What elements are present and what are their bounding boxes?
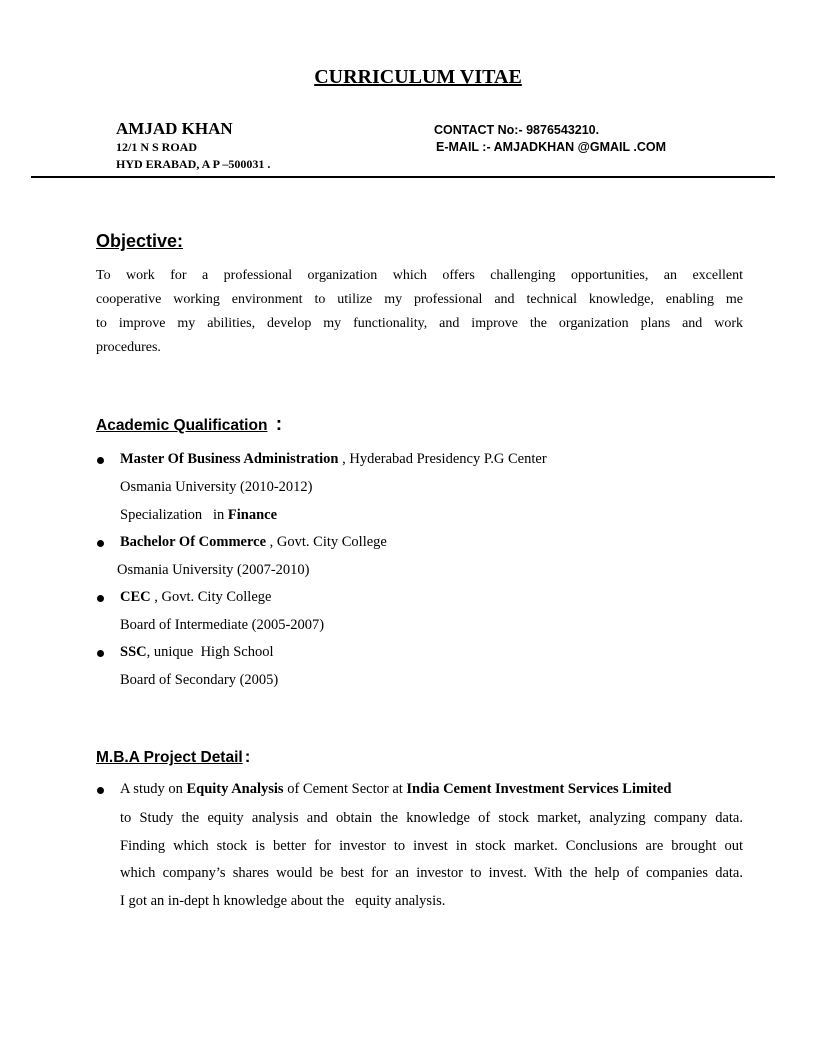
degree-name: CEC: [120, 589, 151, 605]
degree-name: Bachelor Of Commerce: [120, 534, 267, 550]
project-company: India Cement Investment Services Limited: [406, 781, 672, 797]
institution-name: , Govt. City College: [150, 589, 272, 605]
objective-line: to improve my abilities, develop my functionality, and improve the organization plans and work: [96, 316, 743, 331]
qualification-mba: [120, 451, 547, 468]
specialization-line: [120, 507, 277, 524]
address-line-1: 12/1 N S ROAD: [116, 140, 198, 154]
board-line: Board of Intermediate (2005-2007): [120, 617, 325, 633]
project-paragraph: [120, 805, 743, 916]
academic-heading-colon: :: [275, 414, 283, 435]
bullet-icon: [97, 650, 104, 657]
project-intro-text: of Cement Sector at: [283, 781, 407, 797]
institution-name: , Hyderabad Presidency P.G Center: [338, 451, 547, 467]
objective-heading: [96, 231, 183, 252]
qualification-bcom: [120, 534, 387, 551]
institution-name: , Govt. City College: [266, 534, 387, 550]
email-address: E-MAIL :- AMJADKHAN @GMAIL .COM: [436, 140, 666, 154]
university-line: Osmania University (2007-2010): [117, 562, 310, 578]
objective-heading-text: Objective:: [96, 231, 184, 251]
project-line: to Study the equity analysis and obtain the knowledge of stock market, analyzing company data.: [120, 810, 743, 826]
project-heading-colon: :: [244, 747, 251, 766]
bullet-icon: [97, 457, 104, 464]
degree-name: Master Of Business Administration: [120, 451, 339, 467]
document-title: CURRICULUM VITAE: [314, 66, 522, 88]
contact-number: CONTACT No:- 9876543210.: [434, 123, 600, 137]
institution-name: , unique High School: [146, 644, 274, 660]
project-line: I got an in-dept h knowledge about the equity analysis.: [120, 893, 446, 910]
header-divider: [31, 176, 775, 178]
candidate-name: AMJAD KHAN: [116, 119, 233, 138]
academic-heading-text: Academic Qualification: [96, 417, 268, 434]
project-heading: [96, 747, 250, 767]
bullet-icon: [97, 595, 104, 602]
objective-line: procedures.: [96, 340, 161, 355]
board-line: Board of Secondary (2005): [120, 672, 279, 688]
project-intro: [120, 781, 671, 798]
address-line-2: HYD ERABAD, A P –500031 .: [116, 157, 271, 171]
bullet-icon: [97, 540, 104, 547]
bullet-icon: [97, 787, 104, 794]
objective-line: To work for a professional organization which offers challenging opportunities, an excellent: [96, 268, 743, 283]
objective-paragraph: [96, 264, 743, 360]
qualification-cec: [120, 589, 271, 606]
academic-heading: [96, 414, 282, 436]
specialization-value: Finance: [227, 507, 278, 523]
specialization-label: Specialization in: [120, 507, 228, 523]
project-line: which company’s shares would be best for an investor to invest. With the help of companies data.: [120, 865, 743, 882]
qualification-ssc: [120, 644, 273, 661]
objective-line: cooperative working environment to utilize my professional and technical knowledge, enabling me: [96, 292, 743, 307]
degree-name: SSC: [120, 644, 147, 660]
project-topic: Equity Analysis: [186, 781, 284, 797]
university-line: Osmania University (2010-2012): [120, 479, 313, 495]
project-intro-text: A study on: [120, 781, 187, 797]
project-heading-text: M.B.A Project Detail: [96, 749, 243, 766]
project-line: Finding which stock is better for investor to invest in stock market. Conclusions are brought out: [120, 837, 743, 854]
